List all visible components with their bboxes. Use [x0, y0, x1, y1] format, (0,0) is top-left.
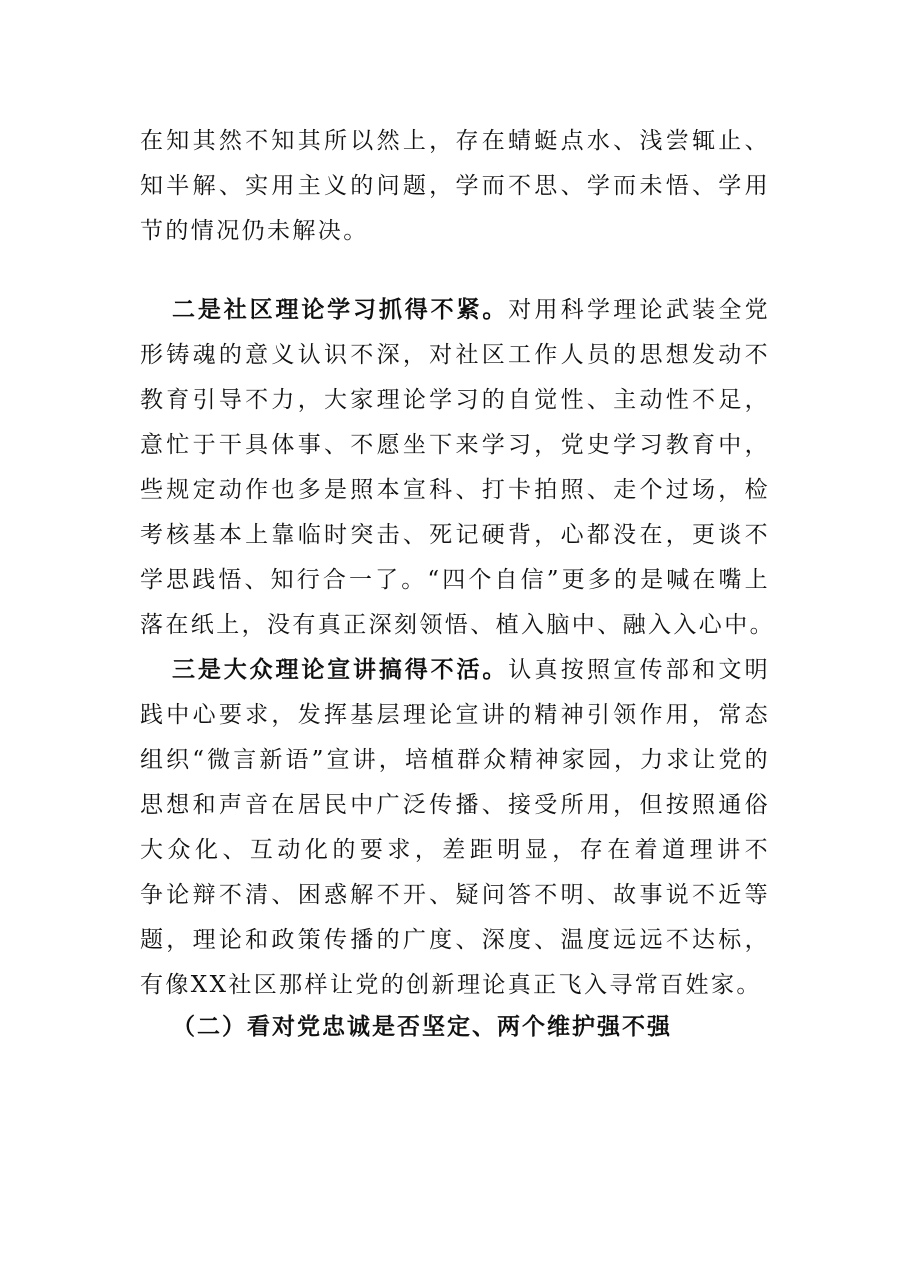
text-line: 考核基本上靠临时突击、死记硬背，心都没在，更谈不 [140, 522, 770, 548]
text-line: 些规定动作也多是照本宣科、打卡拍照、走个过场，检 [140, 477, 770, 503]
text-line: 落在纸上，没有真正深刻领悟、植入脑中、融入入心中。 [140, 612, 775, 638]
text-line: 题，理论和政策传播的广度、深度、温度远远不达标， [140, 927, 770, 953]
text-line: 在知其然不知其所以然上，存在蜻蜓点水、浅尝辄止、 [140, 128, 770, 154]
paragraph-lead: 三是大众理论宣讲搞得不活。 [172, 657, 509, 683]
text-line [172, 655, 770, 685]
text-line: 组织“微言新语”宣讲，培植群众精神家园，力求让党的 [140, 747, 770, 773]
text-line [172, 295, 770, 325]
paragraph-lead-rest: 认真按照宣传部和文明 [508, 657, 770, 683]
text-line: 思想和声音在居民中广泛传播、接受所用，但按照通俗 [140, 792, 770, 818]
text-line: 节的情况仍未解决。 [140, 218, 369, 244]
section-heading: （二）看对党忠诚是否坚定、两个维护强不强 [172, 1014, 672, 1040]
text-line: 学思践悟、知行合一了。“四个自信”更多的是喊在嘴上 [140, 567, 770, 593]
text-line: 教育引导不力，大家理论学习的自觉性、主动性不足， [140, 387, 770, 413]
paragraph-lead-rest: 对用科学理论武装全党 [508, 297, 770, 323]
text-line: 大众化、互动化的要求，差距明显，存在着道理讲不 [140, 837, 770, 863]
text-line: 践中心要求，发挥基层理论宣讲的精神引领作用，常态 [140, 702, 770, 728]
text-line: 意忙于干具体事、不愿坐下来学习，党史学习教育中， [140, 432, 770, 458]
text-line: 形铸魂的意义认识不深，对社区工作人员的思想发动不 [140, 342, 770, 368]
text-line: 知半解、实用主义的问题，学而不思、学而未悟、学用 [140, 173, 770, 199]
text-line: 争论辩不清、困惑解不开、疑问答不明、故事说不近等 [140, 882, 770, 908]
text-line: 有像XX社区那样让党的创新理论真正飞入寻常百姓家。 [140, 972, 762, 998]
paragraph-lead: 二是社区理论学习抓得不紧。 [172, 297, 509, 323]
